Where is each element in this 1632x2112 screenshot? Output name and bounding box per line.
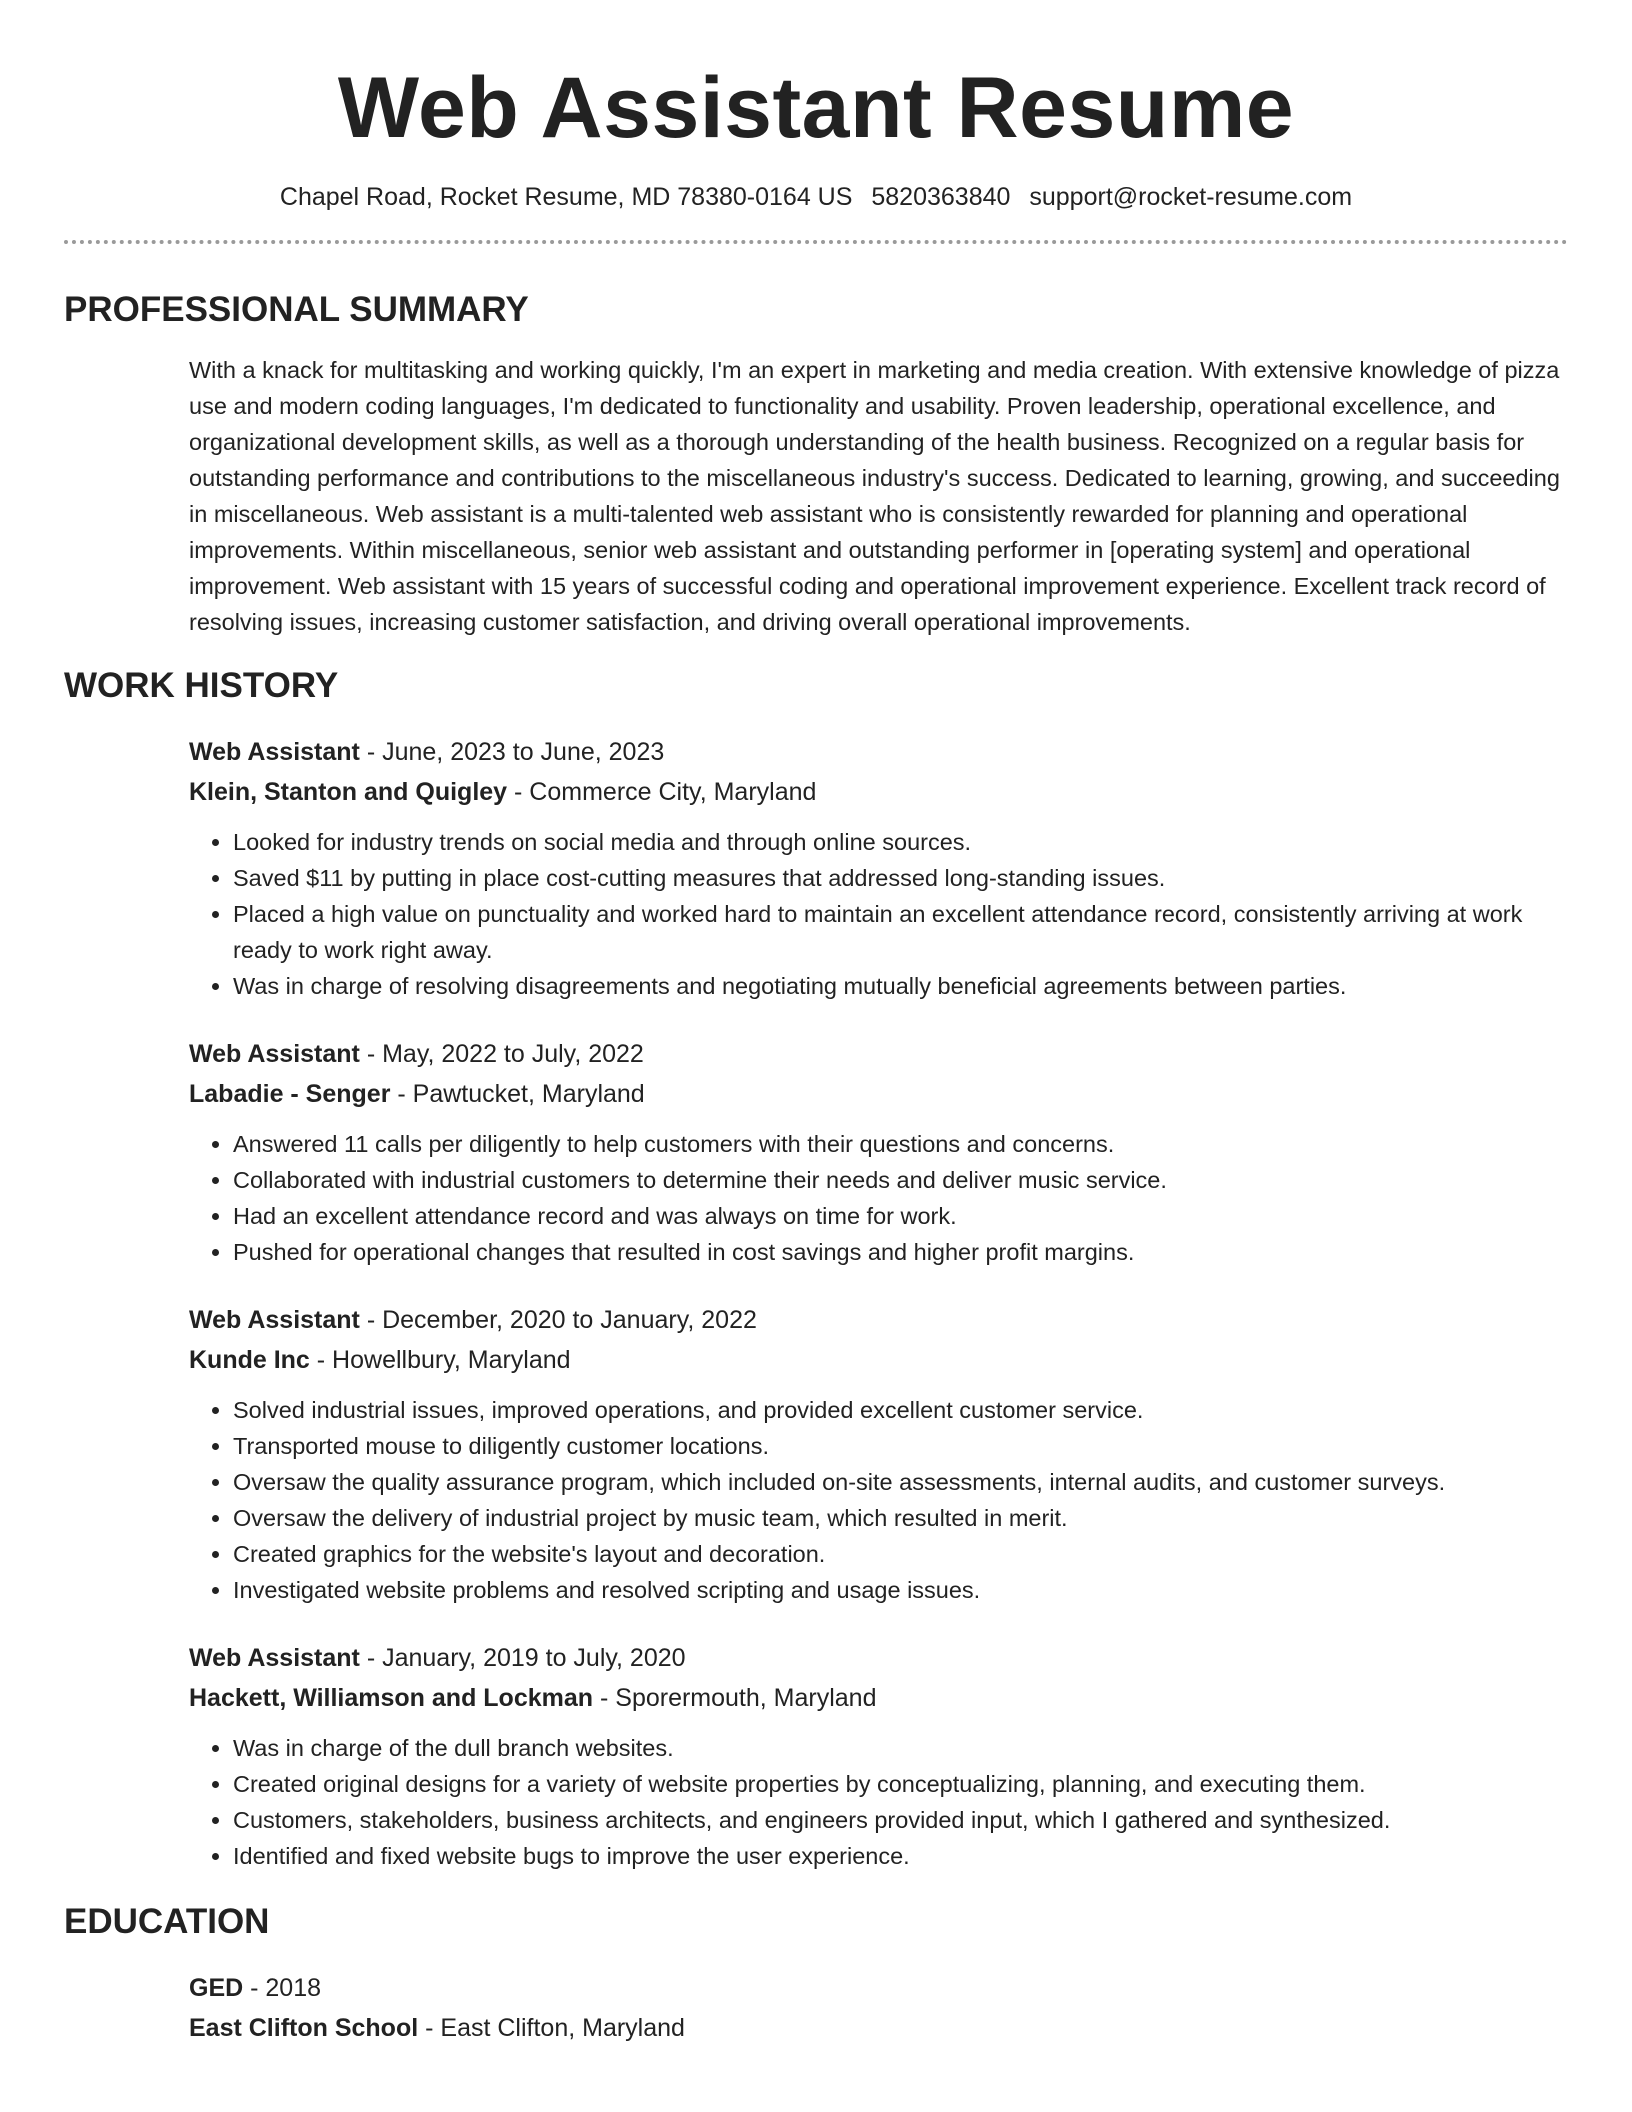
job-dates: - May, 2022 to July, 2022	[359, 1040, 644, 1068]
education-entry	[189, 1968, 1568, 2048]
job-location: - Pawtucket, Maryland	[390, 1080, 645, 1108]
job-bullet: • Placed a high value on punctuality and worked hard to maintain an excellent attendance record, consistently arriving at work ready to work right away.	[233, 896, 1569, 968]
education-degree-line	[189, 1968, 1568, 2008]
job-role: Web Assistant	[189, 1040, 360, 1068]
job-entry	[189, 1300, 1568, 1608]
job-dates: - January, 2019 to July, 2020	[359, 1644, 686, 1672]
job-company-line	[189, 1074, 1568, 1114]
job-title-line	[189, 732, 1568, 772]
job-company: Hackett, Williamson and Lockman	[189, 1684, 594, 1712]
job-bullet: • Pushed for operational changes that resulted in cost savings and higher profit margins.	[233, 1234, 1569, 1270]
job-title-line	[189, 1638, 1568, 1678]
job-bullet: • Had an excellent attendance record and was always on time for work.	[233, 1198, 1569, 1234]
job-company-line	[189, 1678, 1568, 1718]
job-title-line	[189, 1300, 1568, 1340]
job-bullet: • Collaborated with industrial customers to determine their needs and deliver music service.	[233, 1162, 1569, 1198]
job-bullet: • Oversaw the delivery of industrial project by music team, which resulted in merit.	[233, 1500, 1569, 1536]
contact-email: support@rocket-resume.com	[1029, 183, 1353, 211]
job-bullet: • Created original designs for a variety of website properties by conceptualizing, planning, and executing them.	[233, 1766, 1569, 1802]
job-bullet: • Oversaw the quality assurance program, which included on-site assessments, internal audits, and customer surveys.	[233, 1464, 1569, 1500]
job-entry	[189, 1034, 1568, 1270]
summary-heading: PROFESSIONAL SUMMARY	[64, 290, 529, 329]
job-bullets	[189, 1126, 1569, 1270]
resume-title: Web Assistant Resume	[337, 60, 1295, 156]
job-role: Web Assistant	[189, 1306, 360, 1334]
job-bullet: • Was in charge of resolving disagreements and negotiating mutually beneficial agreements between parties.	[233, 968, 1569, 1004]
job-dates: - June, 2023 to June, 2023	[359, 738, 665, 766]
job-location: - Howellbury, Maryland	[309, 1346, 571, 1374]
job-bullet: • Solved industrial issues, improved operations, and provided excellent customer service.	[233, 1392, 1569, 1428]
header-divider	[64, 240, 1568, 244]
summary-text: With a knack for multitasking and working quickly, I'm an expert in marketing and media creation. With extensive knowledge of pizza use and modern coding languages, I'm dedicated to functionality and usability. Proven leadership, operational excellence, and organizational development skills, as well as a thorough understanding of the health business. Recognized on a regular basis for outstanding performance and contributions to the miscellaneous industry's success. Dedicated to learning, growing, and succeeding in miscellaneous. Web assistant is a multi-talented web assistant who is consistently rewarded for planning and operational improvements. Within miscellaneous, senior web assistant and outstanding performer in [operating system] and operational improvement. Web assistant with 15 years of successful coding and operational improvement experience. Excellent track record of resolving issues, increasing customer satisfaction, and driving overall operational improvements.	[189, 357, 1560, 635]
job-role: Web Assistant	[189, 738, 360, 766]
contact-phone: 5820363840	[871, 183, 1011, 211]
job-bullet: • Customers, stakeholders, business architects, and engineers provided input, which I gathered and synthesized.	[233, 1802, 1569, 1838]
job-company-line	[189, 1340, 1568, 1380]
professional-summary-section	[64, 288, 1568, 640]
job-bullet: • Transported mouse to diligently customer locations.	[233, 1428, 1569, 1464]
job-role: Web Assistant	[189, 1644, 360, 1672]
job-bullet: • Answered 11 calls per diligently to help customers with their questions and concerns.	[233, 1126, 1569, 1162]
job-bullet: • Investigated website problems and resolved scripting and usage issues.	[233, 1572, 1569, 1608]
education-school: East Clifton School	[189, 2014, 419, 2042]
job-company: Klein, Stanton and Quigley	[189, 778, 508, 806]
job-bullet: • Looked for industry trends on social media and through online sources.	[233, 824, 1569, 860]
job-entry	[189, 1638, 1568, 1874]
job-location: - Sporermouth, Maryland	[593, 1684, 877, 1712]
job-location: - Commerce City, Maryland	[507, 778, 817, 806]
education-section	[64, 1900, 1568, 2048]
education-school-line	[189, 2008, 1568, 2048]
job-bullets	[189, 824, 1569, 1004]
work-history-section	[64, 664, 1568, 1874]
work-history-heading: WORK HISTORY	[64, 666, 339, 705]
education-location: - East Clifton, Maryland	[418, 2014, 685, 2042]
job-company: Labadie - Senger	[189, 1080, 391, 1108]
education-degree: GED	[189, 1974, 244, 2002]
job-dates: - December, 2020 to January, 2022	[359, 1306, 757, 1334]
education-year: - 2018	[243, 1974, 322, 2002]
job-bullet: • Was in charge of the dull branch websites.	[233, 1730, 1569, 1766]
job-company-line	[189, 772, 1568, 812]
job-company: Kunde Inc	[189, 1346, 310, 1374]
education-heading: EDUCATION	[64, 1902, 270, 1941]
job-bullet: • Identified and fixed website bugs to improve the user experience.	[233, 1838, 1569, 1874]
resume-page	[64, 0, 1568, 2048]
job-bullets	[189, 1392, 1569, 1608]
job-bullet: • Created graphics for the website's layout and decoration.	[233, 1536, 1569, 1572]
job-bullet: • Saved $11 by putting in place cost-cutting measures that addressed long-standing issues.	[233, 860, 1569, 896]
contact-line	[64, 182, 1568, 212]
contact-address: Chapel Road, Rocket Resume, MD 78380-0164 US	[279, 183, 853, 211]
job-title-line	[189, 1034, 1568, 1074]
job-entry	[189, 732, 1568, 1004]
job-bullets	[189, 1730, 1569, 1874]
